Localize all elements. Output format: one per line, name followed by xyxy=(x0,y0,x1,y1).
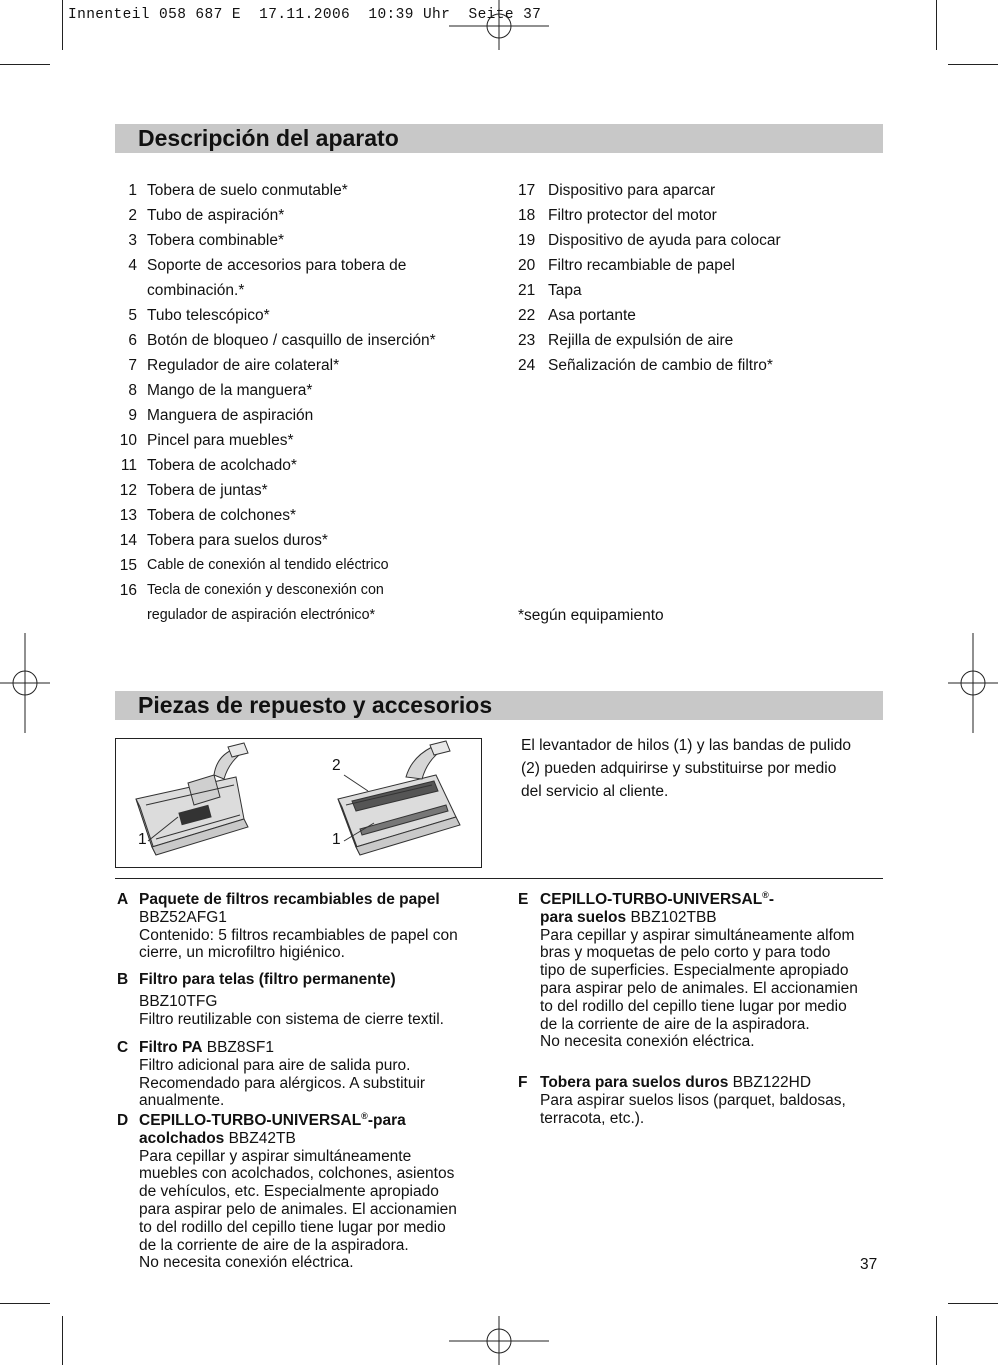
figure-label: 2 xyxy=(332,757,341,774)
accessory-text: de vehículos, etc. Especialmente apropiado xyxy=(139,1183,439,1201)
item-label: Dispositivo de ayuda para colocar xyxy=(548,232,781,249)
intro-paragraph xyxy=(521,734,891,803)
item-number: 15 xyxy=(119,557,137,574)
item-number: 24 xyxy=(518,357,536,374)
item-number: 4 xyxy=(128,257,137,274)
item-number: 14 xyxy=(119,532,137,549)
accessory-letter: A xyxy=(117,891,129,908)
item-label: Filtro recambiable de papel xyxy=(548,257,735,274)
item-number: 2 xyxy=(128,207,137,224)
accessory-text: muebles con acolchados, colchones, asientos xyxy=(139,1165,455,1183)
accessory-title-line2: para suelos xyxy=(540,908,627,926)
accessory-text: Filtro adicional para aire de salida puro. xyxy=(139,1056,411,1074)
page-number: 37 xyxy=(860,1256,878,1273)
accessory-text: Recomendado para alérgicos. A substituir xyxy=(139,1074,426,1092)
item-number: 21 xyxy=(518,282,536,299)
nozzle-illustration xyxy=(115,738,482,868)
accessory-title: Filtro para telas (filtro permanente) xyxy=(139,971,396,988)
item-label: Tobera combinable* xyxy=(147,232,285,249)
accessory-text: de la corriente de aire de la aspiradora. xyxy=(139,1236,409,1254)
item-number: 17 xyxy=(518,182,536,199)
accessory-text: Para cepillar y aspirar simultáneamente alfom xyxy=(540,926,855,944)
item-number: 9 xyxy=(128,407,137,424)
accessory-code: BBZ42TB xyxy=(228,1129,296,1147)
accessory-text: Filtro reutilizable con sistema de cierre textil. xyxy=(139,1010,444,1028)
item-label-continued: regulador de aspiración electrónico* xyxy=(147,607,376,623)
item-label: Señalización de cambio de filtro* xyxy=(548,357,773,374)
section-title-band xyxy=(115,691,883,720)
item-label: Tobera de suelo conmutable* xyxy=(147,182,348,199)
accessory-code: BBZ122HD xyxy=(732,1074,812,1091)
item-label-continued: combinación.* xyxy=(147,282,245,299)
accessory-letter: C xyxy=(117,1039,129,1056)
item-number: 23 xyxy=(518,332,536,349)
accessory-text: bras y moquetas de pelo corto y para todo xyxy=(540,944,831,962)
accessory-text: Contenido: 5 filtros recambiables de papel con xyxy=(139,926,458,944)
accessory-letter: E xyxy=(518,891,529,908)
item-number: 7 xyxy=(128,357,137,374)
item-label: Tubo de aspiración* xyxy=(147,207,285,224)
figure-label: 1 xyxy=(138,831,147,848)
item-label: Dispositivo para aparcar xyxy=(548,182,716,199)
intro-line: del servicio al cliente. xyxy=(521,783,669,800)
item-label: Tecla de conexión y desconexión con xyxy=(147,582,384,598)
item-number: 18 xyxy=(518,207,536,224)
item-label: Tobera de colchones* xyxy=(147,507,297,524)
accessory-title: Paquete de filtros recambiables de papel xyxy=(139,891,440,908)
floor-nozzle-drawings xyxy=(116,739,481,867)
accessory-title: Tobera para suelos duros xyxy=(540,1074,729,1091)
accessory-title: CEPILLO-TURBO-UNIVERSAL xyxy=(139,1112,362,1129)
accessory-code: BBZ10TFG xyxy=(139,992,218,1010)
accessory-code: BBZ102TBB xyxy=(630,908,717,926)
divider xyxy=(115,878,883,879)
accessory-code: BBZ52AFG1 xyxy=(139,908,227,926)
accessory-text: to del rodillo del cepillo tiene lugar por medio xyxy=(139,1218,446,1236)
section-title-descripcion: Descripción del aparato xyxy=(138,125,399,151)
item-number: 16 xyxy=(119,582,137,599)
section-title-band xyxy=(115,124,883,153)
item-label: Mango de la manguera* xyxy=(147,382,313,399)
accessory-text: terracota, etc.). xyxy=(540,1109,645,1127)
item-number: 13 xyxy=(119,507,137,524)
item-number: 8 xyxy=(128,382,137,399)
item-number: 10 xyxy=(119,432,137,449)
item-label: Tubo telescópico* xyxy=(147,307,270,324)
item-number: 5 xyxy=(128,307,137,324)
accessory-title: CEPILLO-TURBO-UNIVERSAL xyxy=(540,891,763,908)
accessory-text: para aspirar pelo de animales. El accionamien xyxy=(540,979,858,997)
item-number: 6 xyxy=(128,332,137,349)
accessory-text: Para cepillar y aspirar simultáneamente xyxy=(139,1147,412,1165)
item-number: 20 xyxy=(518,257,536,274)
item-label: Rejilla de expulsión de aire xyxy=(548,332,734,349)
item-label: Regulador de aire colateral* xyxy=(147,357,340,374)
item-number: 19 xyxy=(518,232,536,249)
accessory-title: Filtro PA xyxy=(139,1039,203,1056)
item-label: Filtro protector del motor xyxy=(548,207,717,224)
registered-mark: ® xyxy=(762,889,769,900)
accessory-text: to del rodillo del cepillo tiene lugar por medio xyxy=(540,997,847,1015)
footnote-equipment: *según equipamiento xyxy=(518,607,664,624)
item-label: Tobera de juntas* xyxy=(147,482,268,499)
item-label: Pincel para muebles* xyxy=(147,432,294,449)
accessory-text: para aspirar pelo de animales. El accionamien xyxy=(139,1200,457,1218)
accessory-text: anualmente. xyxy=(139,1092,225,1110)
item-label: Soporte de accesorios para tobera de xyxy=(147,257,407,274)
intro-line: (2) pueden adquirirse y substituirse por medio xyxy=(521,760,837,777)
item-number: 3 xyxy=(128,232,137,249)
accessory-text: No necesita conexión eléctrica. xyxy=(540,1033,755,1051)
accessory-text: cierre, un microfiltro higiénico. xyxy=(139,944,345,962)
accessory-title-line2: acolchados xyxy=(139,1129,225,1147)
item-label: Tobera de acolchado* xyxy=(147,457,297,474)
item-number: 22 xyxy=(518,307,536,324)
accessory-letter: F xyxy=(518,1074,528,1091)
item-number: 1 xyxy=(128,182,137,199)
print-slug: Innenteil 058 687 E 17.11.2006 10:39 Uhr Seite 37 xyxy=(68,7,542,23)
accessory-text: Para aspirar suelos lisos (parquet, baldosas, xyxy=(540,1091,846,1109)
item-label: Asa portante xyxy=(548,307,636,324)
item-label: Cable de conexión al tendido eléctrico xyxy=(147,557,389,573)
item-label: Manguera de aspiración xyxy=(147,407,314,424)
item-label: Botón de bloqueo / casquillo de inserción* xyxy=(147,332,436,349)
item-number: 12 xyxy=(119,482,137,499)
accessory-text: de la corriente de aire de la aspiradora. xyxy=(540,1015,810,1033)
accessory-text: tipo de superficies. Especialmente apropiado xyxy=(540,962,849,980)
registered-mark: ® xyxy=(361,1110,368,1121)
section-title-piezas: Piezas de repuesto y accesorios xyxy=(138,692,493,718)
accessory-letter: D xyxy=(117,1112,129,1129)
item-number: 11 xyxy=(120,457,137,474)
accessory-letter: B xyxy=(117,971,129,988)
intro-line: El levantador de hilos (1) y las bandas de pulido xyxy=(521,737,852,754)
accessory-code: BBZ8SF1 xyxy=(206,1039,274,1056)
accessory-text: No necesita conexión eléctrica. xyxy=(139,1254,354,1272)
accessory-title-suffix: - xyxy=(768,891,774,908)
item-label: Tapa xyxy=(548,282,582,299)
figure-label: 1 xyxy=(332,831,341,848)
accessory-title-suffix: -para xyxy=(367,1112,406,1129)
item-label: Tobera para suelos duros* xyxy=(147,532,328,549)
